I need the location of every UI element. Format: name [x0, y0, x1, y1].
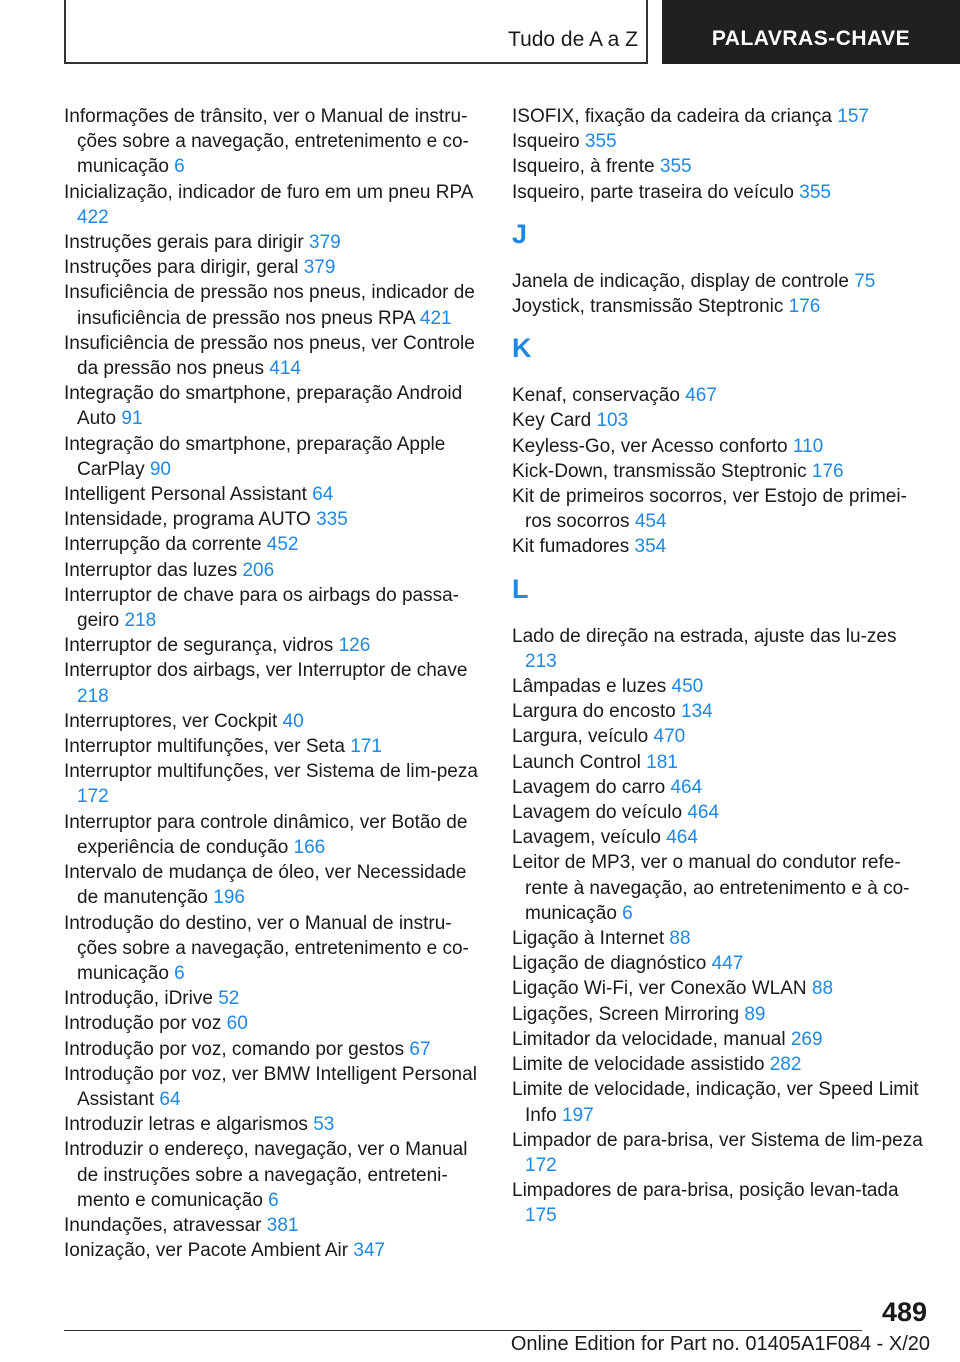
- page-reference-link[interactable]: 172: [525, 1154, 557, 1176]
- index-entry-text: Joystick, transmissão Steptronic: [512, 296, 784, 318]
- index-entry: [64, 1213, 482, 1238]
- index-entry-text: Lavagem do veículo: [512, 802, 683, 824]
- index-entry: [512, 269, 932, 294]
- page-reference-link[interactable]: 91: [121, 408, 143, 430]
- page-reference-link[interactable]: 354: [634, 536, 667, 558]
- page-reference-link[interactable]: 206: [242, 559, 275, 581]
- index-entry: [64, 331, 482, 381]
- index-entry: [64, 255, 482, 280]
- page-reference-link[interactable]: 355: [799, 181, 831, 203]
- index-entry-text: Introduzir o endereço, navegação, ver o Manual de instruções sobre a navegação, entreteni-mento e comunicação: [64, 1139, 468, 1211]
- page-reference-link[interactable]: 414: [269, 358, 301, 380]
- index-entry-text: Interrupção da corrente: [64, 534, 262, 556]
- index-entry-text: Janela de indicação, display de controle: [512, 270, 849, 292]
- index-entry: [64, 180, 482, 230]
- index-entry-text: Lado de direção na estrada, ajuste das lu-zes: [512, 625, 897, 647]
- page-reference-link[interactable]: 422: [77, 206, 109, 228]
- index-entry: [64, 280, 482, 330]
- index-entry: [64, 911, 482, 987]
- page-reference-link[interactable]: 381: [266, 1214, 299, 1236]
- page-reference-link[interactable]: 110: [792, 435, 824, 457]
- index-entry: [512, 129, 932, 154]
- index-entry-text: Introdução por voz, comando por gestos: [64, 1038, 405, 1060]
- header-section-title: Tudo de A a Z: [508, 28, 638, 51]
- index-entry-text: Limite de velocidade, indicação, ver Speed Limit Info: [512, 1079, 919, 1126]
- page-reference-link[interactable]: 88: [811, 978, 834, 1000]
- index-entry: [64, 532, 482, 557]
- index-letter-l: L: [512, 573, 529, 604]
- page-reference-link[interactable]: 126: [338, 635, 371, 657]
- page-reference-link[interactable]: 379: [303, 257, 336, 279]
- page-reference-link[interactable]: 181: [646, 751, 678, 773]
- page-reference-link[interactable]: 175: [525, 1205, 557, 1227]
- index-entry-text: Interruptores, ver Cockpit: [64, 710, 278, 732]
- page-reference-link[interactable]: 171: [350, 736, 382, 758]
- index-entry-text: Limitador da velocidade, manual: [512, 1028, 786, 1050]
- index-entry: [512, 383, 932, 408]
- index-entry: [64, 759, 482, 809]
- page-reference-link[interactable]: 464: [687, 802, 720, 824]
- index-entry-text: Inicialização, indicador de furo em um pneu RPA: [64, 181, 473, 203]
- page-reference-link[interactable]: 450: [671, 676, 704, 698]
- index-entry-text: Introdução, iDrive: [64, 988, 213, 1010]
- index-entry-text: Kit de primeiros socorros, ver Estojo de primei-ros socorros: [512, 486, 907, 533]
- page-reference-link[interactable]: 282: [769, 1054, 802, 1076]
- index-entry-text: Intelligent Personal Assistant: [64, 484, 307, 506]
- index-entry-text: Isqueiro, parte traseira do veículo: [512, 181, 794, 203]
- index-entry-text: Introdução por voz: [64, 1013, 222, 1035]
- index-entry: [64, 1112, 482, 1137]
- index-entry: [512, 408, 932, 433]
- index-entry-text: Interruptor das luzes: [64, 559, 238, 581]
- index-entry-text: Interruptor para controle dinâmico, ver Botão de experiência de condução: [64, 811, 468, 858]
- page-reference-link[interactable]: 347: [353, 1240, 386, 1262]
- page-reference-link[interactable]: 64: [312, 484, 334, 506]
- page-reference-link[interactable]: 176: [811, 460, 844, 482]
- index-entry: [512, 850, 932, 926]
- page-reference-link[interactable]: 379: [309, 232, 341, 254]
- index-entry-text: Intensidade, programa AUTO: [64, 509, 311, 531]
- index-entry: [512, 1178, 932, 1228]
- index-entry: [64, 810, 482, 860]
- index-entry: [512, 459, 932, 484]
- index-entry: [512, 154, 932, 179]
- index-entry: [64, 1238, 482, 1263]
- index-entry: [64, 860, 482, 910]
- page-reference-link[interactable]: 166: [293, 836, 326, 858]
- index-entry: [64, 104, 482, 180]
- index-entry: [512, 825, 932, 850]
- page-reference-link[interactable]: 467: [685, 385, 717, 407]
- index-entry-text: Interruptor multifunções, ver Seta: [64, 736, 345, 758]
- page-reference-link[interactable]: 89: [744, 1003, 766, 1025]
- page-reference-link[interactable]: 452: [266, 534, 299, 556]
- index-entry: [64, 633, 482, 658]
- index-entry-text: Key Card: [512, 410, 592, 432]
- page-reference-link[interactable]: 176: [788, 296, 821, 318]
- page-reference-link[interactable]: 88: [669, 928, 691, 950]
- index-entry-text: ISOFIX, fixação da cadeira da criança: [512, 106, 832, 127]
- index-entry: [512, 926, 932, 951]
- index-letter-k: K: [512, 333, 532, 364]
- page-reference-link[interactable]: 447: [711, 953, 744, 975]
- page-reference-link[interactable]: 6: [174, 156, 185, 178]
- footer-divider: [64, 1330, 862, 1331]
- index-entry-text: Lâmpadas e luzes: [512, 676, 667, 698]
- page-reference-link[interactable]: 464: [670, 776, 703, 798]
- index-entry-text: Ligações, Screen Mirroring: [512, 1003, 740, 1025]
- index-entry: [64, 1037, 482, 1062]
- page-reference-link[interactable]: 218: [124, 610, 157, 632]
- index-entry: [512, 750, 932, 775]
- page-number: 489: [881, 1297, 927, 1327]
- index-entry-text: Limpadores de para-brisa, posição levan-tada: [512, 1180, 899, 1202]
- index-entry-text: Instruções para dirigir, geral: [64, 257, 299, 279]
- index-entry: [64, 558, 482, 583]
- index-entry-text: Informações de trânsito, ver o Manual de instru-ções sobre a navegação, entretenimento e co-municação: [64, 106, 469, 178]
- page-reference-link[interactable]: 40: [282, 710, 304, 732]
- index-entry: [512, 1002, 932, 1027]
- index-entry-text: Integração do smartphone, preparação Android Auto: [64, 383, 463, 430]
- index-entry-text: Launch Control: [512, 751, 641, 773]
- index-entry: [512, 1052, 932, 1077]
- index-entry-text: Largura, veículo: [512, 726, 649, 748]
- index-entry-text: Isqueiro, à frente: [512, 156, 655, 178]
- page-reference-link[interactable]: 470: [653, 726, 686, 748]
- index-entry-text: Instruções gerais para dirigir: [64, 232, 304, 254]
- page-reference-link[interactable]: 269: [790, 1028, 823, 1050]
- page-reference-link[interactable]: 172: [77, 786, 109, 808]
- index-entry: [512, 800, 932, 825]
- page-reference-link[interactable]: 64: [159, 1088, 181, 1110]
- index-entry-text: Ligação à Internet: [512, 928, 665, 950]
- index-entry-text: Kenaf, conservação: [512, 385, 680, 407]
- index-entry-text: Ligação Wi-Fi, ver Conexão WLAN: [512, 978, 807, 1000]
- index-entry: [512, 951, 932, 976]
- index-entry: [512, 624, 932, 674]
- page-reference-link[interactable]: 213: [525, 650, 557, 672]
- index-entry: [64, 986, 482, 1011]
- index-entry-text: Keyless-Go, ver Acesso conforto: [512, 435, 788, 457]
- index-entry-text: Intervalo de mudança de óleo, ver Necessidade de manutenção: [64, 862, 467, 909]
- index-column-left: [64, 104, 482, 1263]
- index-entry-text: Limite de velocidade assistido: [512, 1054, 765, 1076]
- page-reference-link[interactable]: 197: [561, 1104, 594, 1126]
- index-column-right: [512, 104, 932, 1229]
- page-reference-link[interactable]: 6: [174, 962, 185, 984]
- index-entry: [64, 1137, 482, 1213]
- index-entry: [64, 1011, 482, 1036]
- index-entry-text: Introdução por voz, ver BMW Intelligent Personal Assistant: [64, 1063, 477, 1110]
- index-entry-text: Integração do smartphone, preparação Apple CarPlay: [64, 433, 446, 480]
- footer-edition: Online Edition for Part no. 01405A1F084 - X/20: [510, 1333, 930, 1355]
- index-entry-text: Leitor de MP3, ver o manual do condutor refe-rente à navegação, ao entretenimento e à co-municação: [512, 852, 910, 924]
- index-entry: [64, 709, 482, 734]
- index-entry-text: Interruptor dos airbags, ver Interruptor de chave: [64, 660, 468, 682]
- index-entry: [64, 432, 482, 482]
- index-entry: [512, 976, 932, 1001]
- index-entry: [64, 482, 482, 507]
- index-entry: [64, 658, 482, 708]
- index-entry-text: Interruptor de segurança, vidros: [64, 635, 334, 657]
- index-entry-text: Isqueiro: [512, 131, 580, 153]
- index-entry-text: Inundações, atravessar: [64, 1214, 262, 1236]
- index-entry-text: Introduzir letras e algarismos: [64, 1114, 308, 1136]
- page-reference-link[interactable]: 6: [268, 1189, 279, 1211]
- index-entry: [64, 507, 482, 532]
- page-reference-link[interactable]: 355: [584, 131, 617, 153]
- index-entry: [512, 180, 932, 205]
- page-reference-link[interactable]: 134: [681, 701, 713, 723]
- index-entry: [512, 484, 932, 534]
- page-reference-link[interactable]: 421: [419, 307, 452, 329]
- index-entry: [512, 699, 932, 724]
- page-reference-link[interactable]: 90: [149, 458, 171, 480]
- page-reference-link[interactable]: 218: [77, 685, 109, 707]
- page-reference-link[interactable]: 6: [622, 902, 633, 924]
- index-entry: [512, 534, 932, 559]
- page-reference-link[interactable]: 355: [659, 156, 692, 178]
- page-reference-link[interactable]: 335: [316, 509, 348, 531]
- index-entry-text: Lavagem do carro: [512, 776, 666, 798]
- page-reference-link[interactable]: 464: [666, 827, 698, 849]
- index-entry-text: Kit fumadores: [512, 536, 630, 558]
- index-entry-text: Interruptor de chave para os airbags do passa-geiro: [64, 584, 460, 632]
- index-entry: [512, 1128, 932, 1178]
- index-entry: [64, 583, 482, 633]
- page-reference-link[interactable]: 157: [837, 106, 869, 127]
- index-entry: [512, 775, 932, 800]
- index-entry: [512, 104, 932, 129]
- index-entry: [512, 434, 932, 459]
- page-reference-link[interactable]: 454: [634, 511, 667, 533]
- page-reference-link[interactable]: 53: [313, 1114, 335, 1136]
- index-entry: [512, 1027, 932, 1052]
- index-entry: [512, 674, 932, 699]
- index-entry-text: Kick-Down, transmissão Steptronic: [512, 460, 807, 482]
- index-entry: [64, 381, 482, 431]
- index-entry: [512, 724, 932, 749]
- page-reference-link[interactable]: 103: [596, 410, 629, 432]
- index-entry-text: Interruptor multifunções, ver Sistema de lim-peza: [64, 761, 478, 783]
- page-reference-link[interactable]: 67: [409, 1038, 431, 1060]
- index-entry-text: Lavagem, veículo: [512, 827, 661, 849]
- index-entry-text: Ligação de diagnóstico: [512, 953, 707, 975]
- index-entry: [64, 734, 482, 759]
- index-entry-text: Insuficiência de pressão nos pneus, ver Controle da pressão nos pneus: [64, 332, 475, 380]
- index-entry: [512, 1077, 932, 1127]
- index-entry: [64, 230, 482, 255]
- index-entry-text: Insuficiência de pressão nos pneus, indicador de insuficiência de pressão nos pneus RPA: [64, 282, 475, 329]
- page-reference-link[interactable]: 75: [854, 270, 876, 292]
- index-letter-j: J: [512, 218, 528, 249]
- header-tab-keywords[interactable]: PALAVRAS-CHAVE: [662, 0, 960, 64]
- page-reference-link[interactable]: 60: [226, 1013, 248, 1035]
- index-entry-text: Largura do encosto: [512, 701, 676, 723]
- index-entry-text: Ionização, ver Pacote Ambient Air: [64, 1240, 349, 1262]
- index-entry: [64, 1062, 482, 1112]
- page-reference-link[interactable]: 196: [213, 887, 245, 909]
- index-entry-text: Limpador de para-brisa, ver Sistema de lim-peza: [512, 1129, 923, 1151]
- index-entry: [512, 294, 932, 319]
- page-reference-link[interactable]: 52: [218, 988, 240, 1010]
- index-entry-text: Introdução do destino, ver o Manual de instru-ções sobre a navegação, entretenimento e co-municação: [64, 912, 469, 984]
